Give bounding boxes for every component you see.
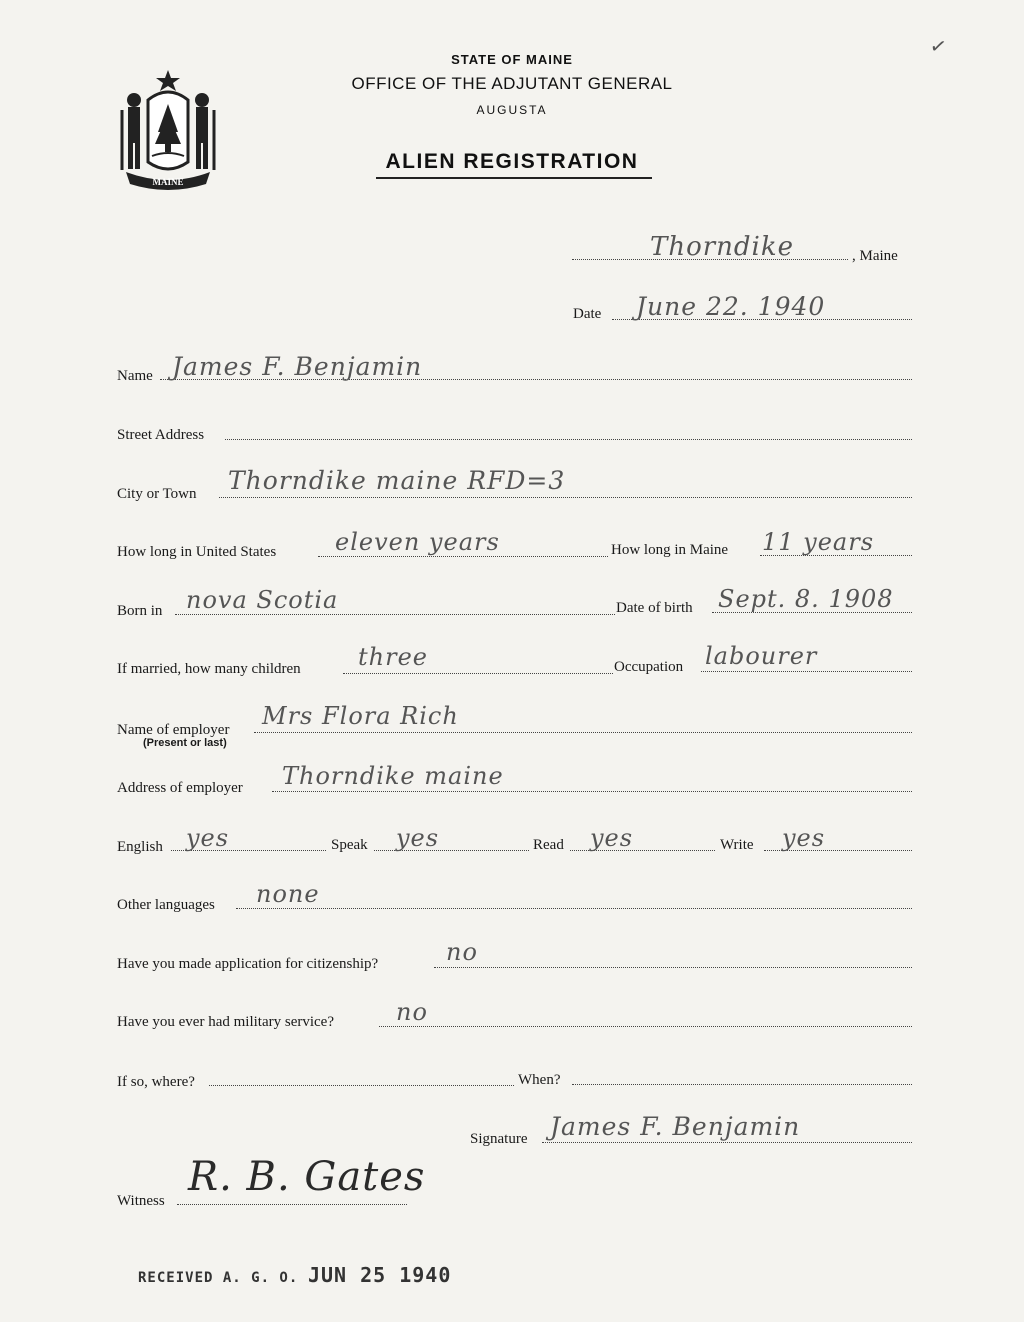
- employer-label: Name of employer: [117, 722, 230, 738]
- married-value: three: [358, 643, 428, 671]
- howlong-me-label: How long in Maine: [611, 542, 729, 558]
- married-label: If married, how many children: [117, 661, 301, 677]
- howlong-us-value: eleven years: [335, 528, 500, 556]
- city-label: City or Town: [117, 486, 197, 502]
- howlong-me-value: 11 years: [762, 528, 875, 556]
- when-label: When?: [518, 1072, 561, 1088]
- born-value: nova Scotia: [186, 586, 339, 614]
- city-value: Thorndike maine RFD=3: [228, 466, 566, 495]
- city-line: [219, 497, 912, 498]
- state-heading: STATE OF MAINE: [451, 52, 573, 67]
- date-label: Date: [573, 306, 602, 322]
- other-languages-line: [236, 908, 912, 909]
- military-line: [379, 1026, 912, 1027]
- city-heading: AUGUSTA: [476, 103, 548, 117]
- other-languages-label: Other languages: [117, 897, 215, 913]
- signature-label: Signature: [470, 1131, 528, 1147]
- employer-sublabel: (Present or last): [143, 737, 227, 749]
- employer-value: Mrs Flora Rich: [262, 702, 459, 730]
- other-languages-value: none: [256, 880, 320, 908]
- witness-label: Witness: [117, 1193, 165, 1209]
- born-label: Born in: [117, 603, 163, 619]
- title-underline: [376, 177, 652, 179]
- speak-value: yes: [396, 824, 440, 852]
- occupation-label: Occupation: [614, 659, 684, 675]
- employer-address-label: Address of employer: [117, 780, 243, 796]
- name-label: Name: [117, 368, 153, 384]
- received-stamp: [138, 1263, 451, 1287]
- read-value: yes: [590, 824, 634, 852]
- witness-line: [177, 1204, 407, 1205]
- employer-address-value: Thorndike maine: [282, 762, 504, 790]
- married-line: [343, 673, 613, 674]
- born-line: [175, 614, 615, 615]
- seal-banner-text: MAINE: [152, 177, 184, 187]
- form-title: ALIEN REGISTRATION: [385, 150, 639, 173]
- employer-line: [254, 732, 912, 733]
- when-line: [572, 1084, 912, 1085]
- date-value: June 22. 1940: [636, 292, 826, 321]
- check-mark: ✓: [928, 32, 949, 60]
- citizenship-label: Have you made application for citizenship?: [117, 956, 379, 972]
- where-label: If so, where?: [117, 1074, 195, 1090]
- write-label: Write: [720, 837, 754, 853]
- military-value: no: [396, 998, 428, 1026]
- write-value: yes: [782, 824, 826, 852]
- stamp-date-text: JUN 25 1940: [307, 1263, 452, 1287]
- howlong-us-line: [318, 556, 608, 557]
- town-suffix-label: , Maine: [852, 248, 898, 264]
- signature-line: [542, 1142, 912, 1143]
- stamp-received-text: RECEIVED A. G. O.: [138, 1270, 299, 1286]
- signature-value: James F. Benjamin: [550, 1112, 801, 1141]
- name-value: James F. Benjamin: [172, 352, 423, 381]
- read-label: Read: [533, 837, 564, 853]
- english-value: yes: [186, 824, 230, 852]
- street-line: [225, 439, 912, 440]
- where-line: [209, 1085, 514, 1086]
- occupation-line: [701, 671, 912, 672]
- office-heading: OFFICE OF THE ADJUTANT GENERAL: [351, 74, 673, 93]
- dob-label: Date of birth: [616, 600, 693, 616]
- dob-value: Sept. 8. 1908: [718, 585, 894, 613]
- town-value: Thorndike: [650, 232, 795, 262]
- street-label: Street Address: [117, 427, 205, 443]
- citizenship-value: no: [446, 938, 478, 966]
- speak-label: Speak: [331, 837, 368, 853]
- occupation-value: labourer: [705, 642, 818, 670]
- citizenship-line: [434, 967, 912, 968]
- howlong-us-label: How long in United States: [117, 544, 277, 560]
- employer-address-line: [272, 791, 912, 792]
- witness-signature: R. B. Gates: [188, 1154, 426, 1200]
- english-label: English: [117, 839, 163, 855]
- military-label: Have you ever had military service?: [117, 1014, 334, 1030]
